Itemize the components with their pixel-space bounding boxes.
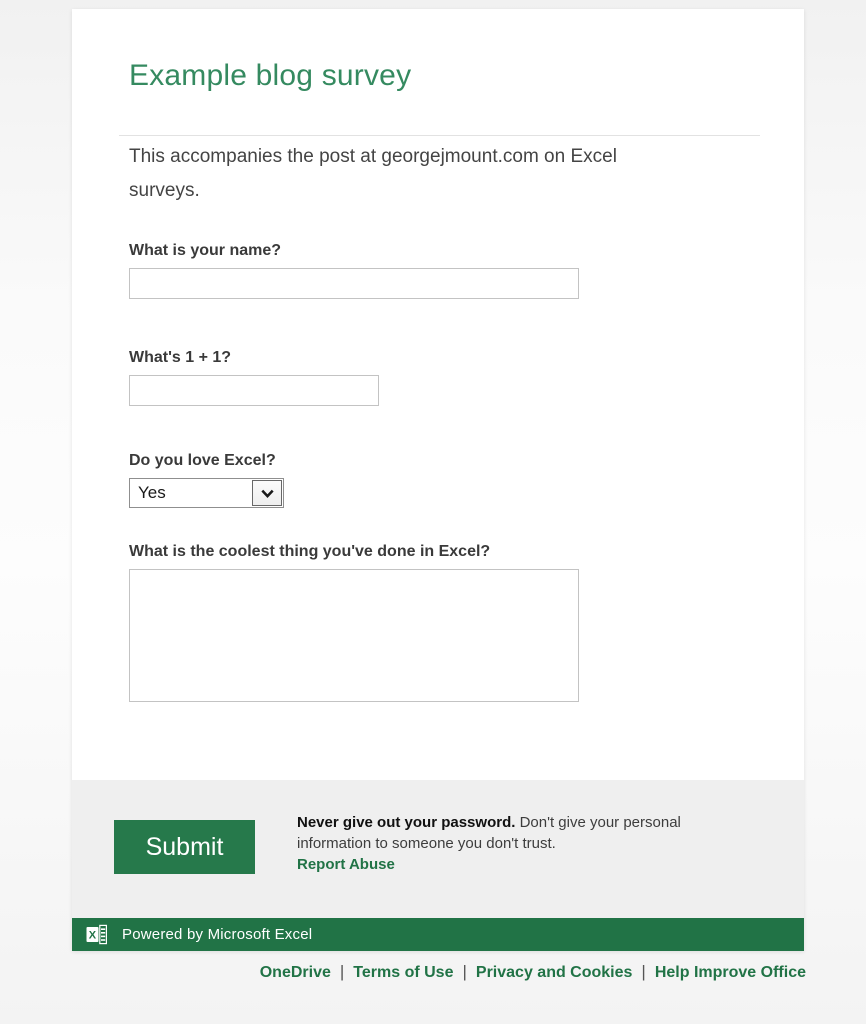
footer-link-terms[interactable]: Terms of Use xyxy=(353,964,454,981)
survey-description: This accompanies the post at georgejmount.com on Excel surveys. xyxy=(129,146,617,201)
password-warning xyxy=(297,812,727,875)
question-coolest-thing-label: What is the coolest thing you've done in Excel? xyxy=(129,543,491,560)
footer-links xyxy=(260,962,806,982)
link-separator: | xyxy=(339,962,345,981)
math-input[interactable] xyxy=(129,375,379,406)
question-math xyxy=(129,347,379,406)
love-excel-dropdown[interactable] xyxy=(129,478,284,508)
svg-text:X: X xyxy=(88,929,97,942)
coolest-thing-textarea[interactable] xyxy=(129,569,579,702)
link-separator: | xyxy=(641,962,646,981)
submit-band xyxy=(72,780,804,918)
excel-icon xyxy=(86,924,107,945)
password-warning-bold: Never give out your password. xyxy=(297,814,516,831)
powered-by-bar xyxy=(72,918,804,951)
powered-by-label: Powered by Microsoft Excel xyxy=(122,926,313,943)
dropdown-selected-value: Yes xyxy=(138,483,166,502)
survey-body xyxy=(72,9,804,780)
name-input[interactable] xyxy=(129,268,579,299)
question-name xyxy=(129,240,579,299)
question-name-label: What is your name? xyxy=(129,242,282,259)
title-divider xyxy=(119,135,760,136)
survey-card xyxy=(72,9,804,951)
chevron-down-icon xyxy=(259,485,276,502)
footer-link-help-improve[interactable]: Help Improve Office xyxy=(654,964,806,981)
link-separator: | xyxy=(462,962,467,981)
report-abuse-link[interactable]: Report Abuse xyxy=(297,856,395,873)
question-math-label: What's 1 + 1? xyxy=(129,349,232,366)
question-love-excel-label: Do you love Excel? xyxy=(129,452,276,469)
password-warning-text: Don't give your personal information to someone you don't trust. xyxy=(297,814,681,852)
footer-link-privacy[interactable]: Privacy and Cookies xyxy=(475,964,633,981)
dropdown-open-button[interactable] xyxy=(252,480,282,506)
page-title: Example blog survey xyxy=(129,59,412,92)
footer-link-onedrive[interactable]: OneDrive xyxy=(259,964,331,981)
question-love-excel xyxy=(129,450,284,508)
submit-button[interactable]: Submit xyxy=(114,820,255,874)
question-coolest-thing xyxy=(129,541,579,702)
